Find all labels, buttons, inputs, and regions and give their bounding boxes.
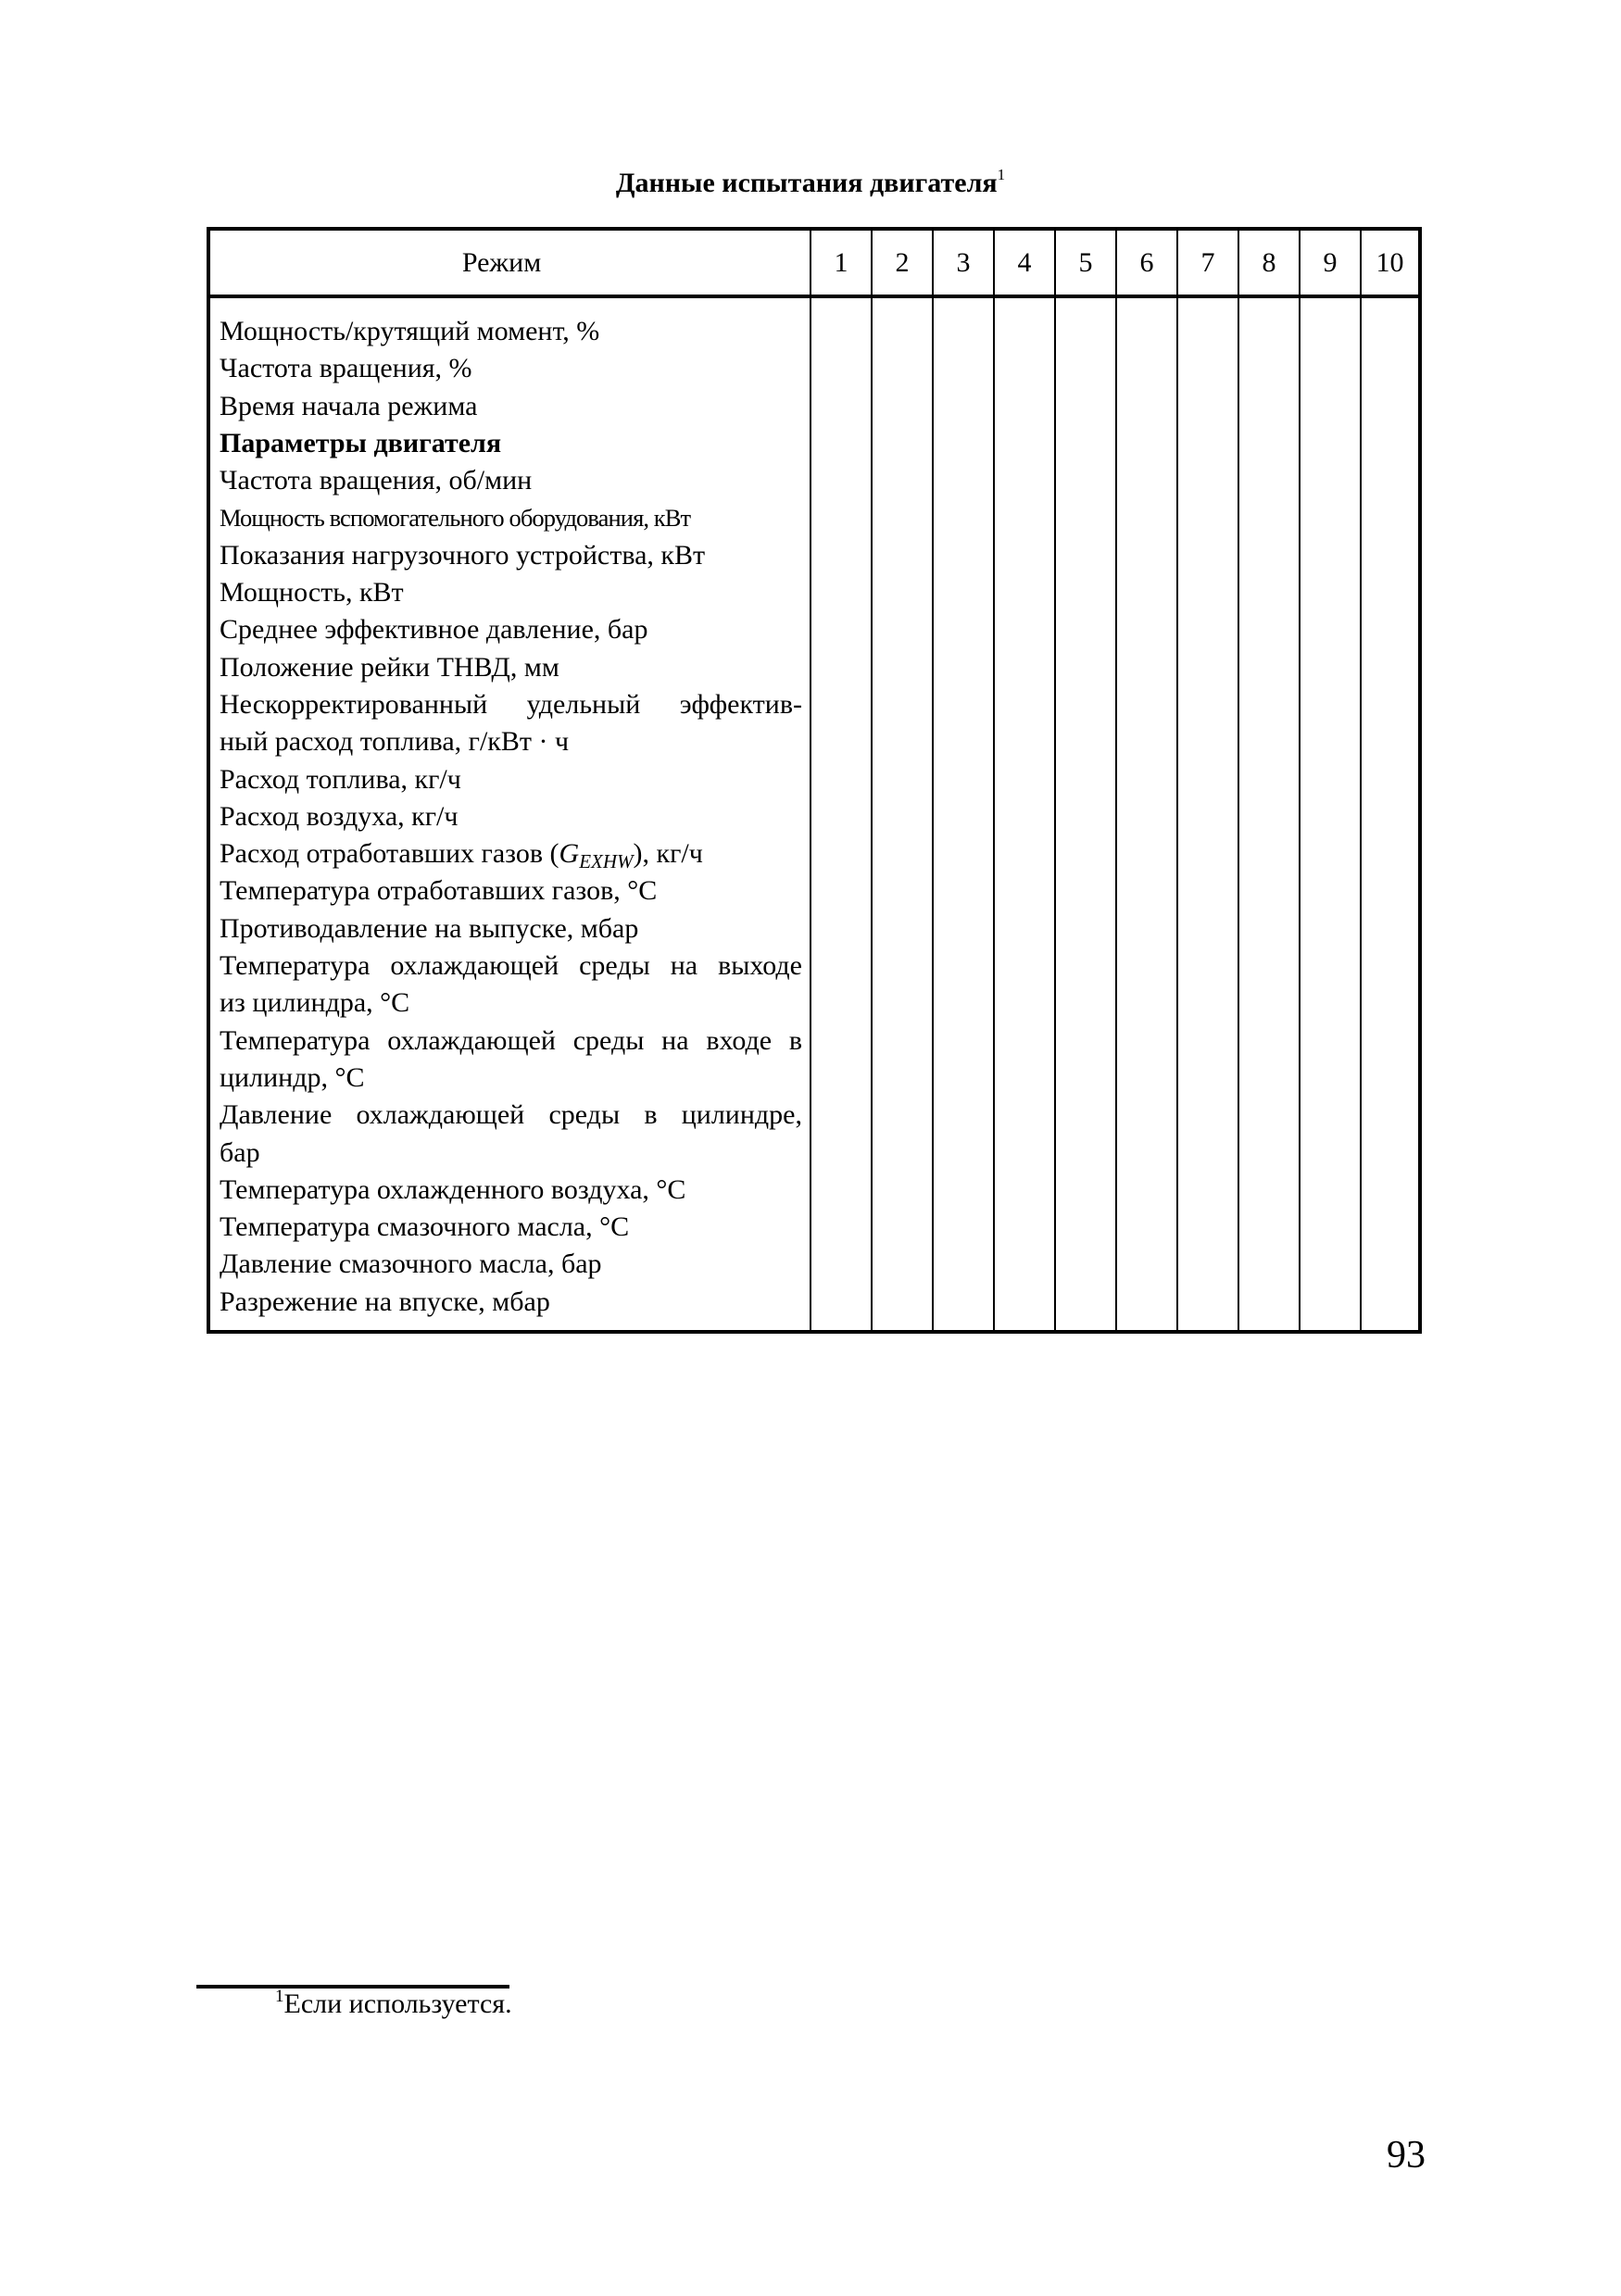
header-mode-label: Режим (208, 229, 810, 296)
header-mode-1: 1 (810, 229, 872, 296)
param-exhaust-temperature: Температура отработавших газов, °С (220, 875, 658, 907)
param-exhaust-flow (220, 835, 802, 872)
param-air-flow: Расход воздуха, кг/ч (220, 800, 459, 832)
value-cell-mode-10 (1361, 296, 1420, 1332)
header-mode-9: 9 (1300, 229, 1361, 296)
header-mode-10: 10 (1361, 229, 1420, 296)
table-title-text: Данные испытания двигателя (615, 168, 998, 198)
param-speed-percent: Частота вращения, % (220, 353, 472, 384)
param-oil-pressure: Давление смазочного масла, бар (220, 1248, 602, 1280)
header-mode-7: 7 (1177, 229, 1238, 296)
param-mode-start-time: Время начала режима (220, 390, 478, 421)
param-bsfc-line-2: ный расход топлива, г/кВт · ч (220, 726, 570, 758)
param-oil-temperature: Температура смазочного масла, °С (220, 1211, 630, 1243)
param-exhaust-backpressure: Противодавление на выпуске, мбар (220, 912, 639, 944)
param-rack-position: Положение рейки ТНВД, мм (220, 651, 559, 683)
value-cell-mode-5 (1055, 296, 1116, 1332)
param-coolant-outlet-line-2: из цилиндра, °С (220, 987, 410, 1019)
page-number: 93 (1387, 2134, 1426, 2177)
param-exhaust-flow-subscript: EXHW (579, 850, 634, 873)
param-exhaust-flow-prefix: Расход отработавших газов ( (220, 838, 559, 870)
footnote-text: Если используется. (283, 1989, 512, 2019)
param-coolant-outlet-line-1: Температура охлаждающей среды на выходе (220, 950, 802, 982)
header-mode-5: 5 (1055, 229, 1116, 296)
value-cell-mode-6 (1116, 296, 1177, 1332)
header-mode-2: 2 (872, 229, 933, 296)
param-speed-rpm: Частота вращения, об/мин (220, 465, 533, 496)
table-title (0, 167, 1621, 200)
header-mode-6: 6 (1116, 229, 1177, 296)
param-coolant-pressure-line-2: бар (220, 1136, 260, 1168)
table-header-row (208, 229, 1420, 296)
param-bmep: Среднее эффективное давление, бар (220, 614, 648, 646)
header-mode-8: 8 (1238, 229, 1300, 296)
value-cell-mode-8 (1238, 296, 1300, 1332)
engine-test-data-table (207, 227, 1422, 1334)
section-heading-engine-parameters: Параметры двигателя (220, 427, 502, 458)
value-cell-mode-2 (872, 296, 933, 1332)
value-cell-mode-1 (810, 296, 872, 1332)
value-cell-mode-7 (1177, 296, 1238, 1332)
parameter-list (208, 296, 810, 1332)
table-body-row (208, 296, 1420, 1332)
param-fuel-flow: Расход топлива, кг/ч (220, 763, 461, 795)
param-coolant-pressure-line-1: Давление охлаждающей среды в цилиндре, (220, 1099, 802, 1131)
value-cell-mode-9 (1300, 296, 1361, 1332)
param-power-torque: Мощность/крутящий момент, % (220, 316, 600, 346)
header-mode-4: 4 (994, 229, 1055, 296)
param-coolant-inlet-line-2: цилиндр, °С (220, 1061, 365, 1093)
param-dynamometer-readings: Показания нагрузочного устройства, кВт (220, 539, 706, 571)
param-bsfc-line-1: Нескорректированный удельный эффектив- (220, 688, 802, 720)
param-coolant-inlet-line-1: Температура охлаждающей среды на входе в (220, 1024, 802, 1056)
param-exhaust-flow-suffix: ), кг/ч (633, 838, 703, 870)
footnote (275, 1988, 512, 2021)
footnote-reference: 1 (997, 166, 1006, 183)
param-exhaust-flow-symbol: G (559, 838, 580, 870)
param-auxiliary-power: Мощность вспомогательного оборудования, кВт (220, 504, 691, 533)
value-cell-mode-4 (994, 296, 1055, 1332)
footnote-marker: 1 (275, 1987, 284, 2006)
value-cell-mode-3 (933, 296, 994, 1332)
param-intake-vacuum: Разрежение на впуске, мбар (220, 1286, 550, 1317)
param-charge-air-temperature: Температура охлажденного воздуха, °С (220, 1173, 686, 1205)
param-power-kw: Мощность, кВт (220, 577, 404, 609)
header-mode-3: 3 (933, 229, 994, 296)
